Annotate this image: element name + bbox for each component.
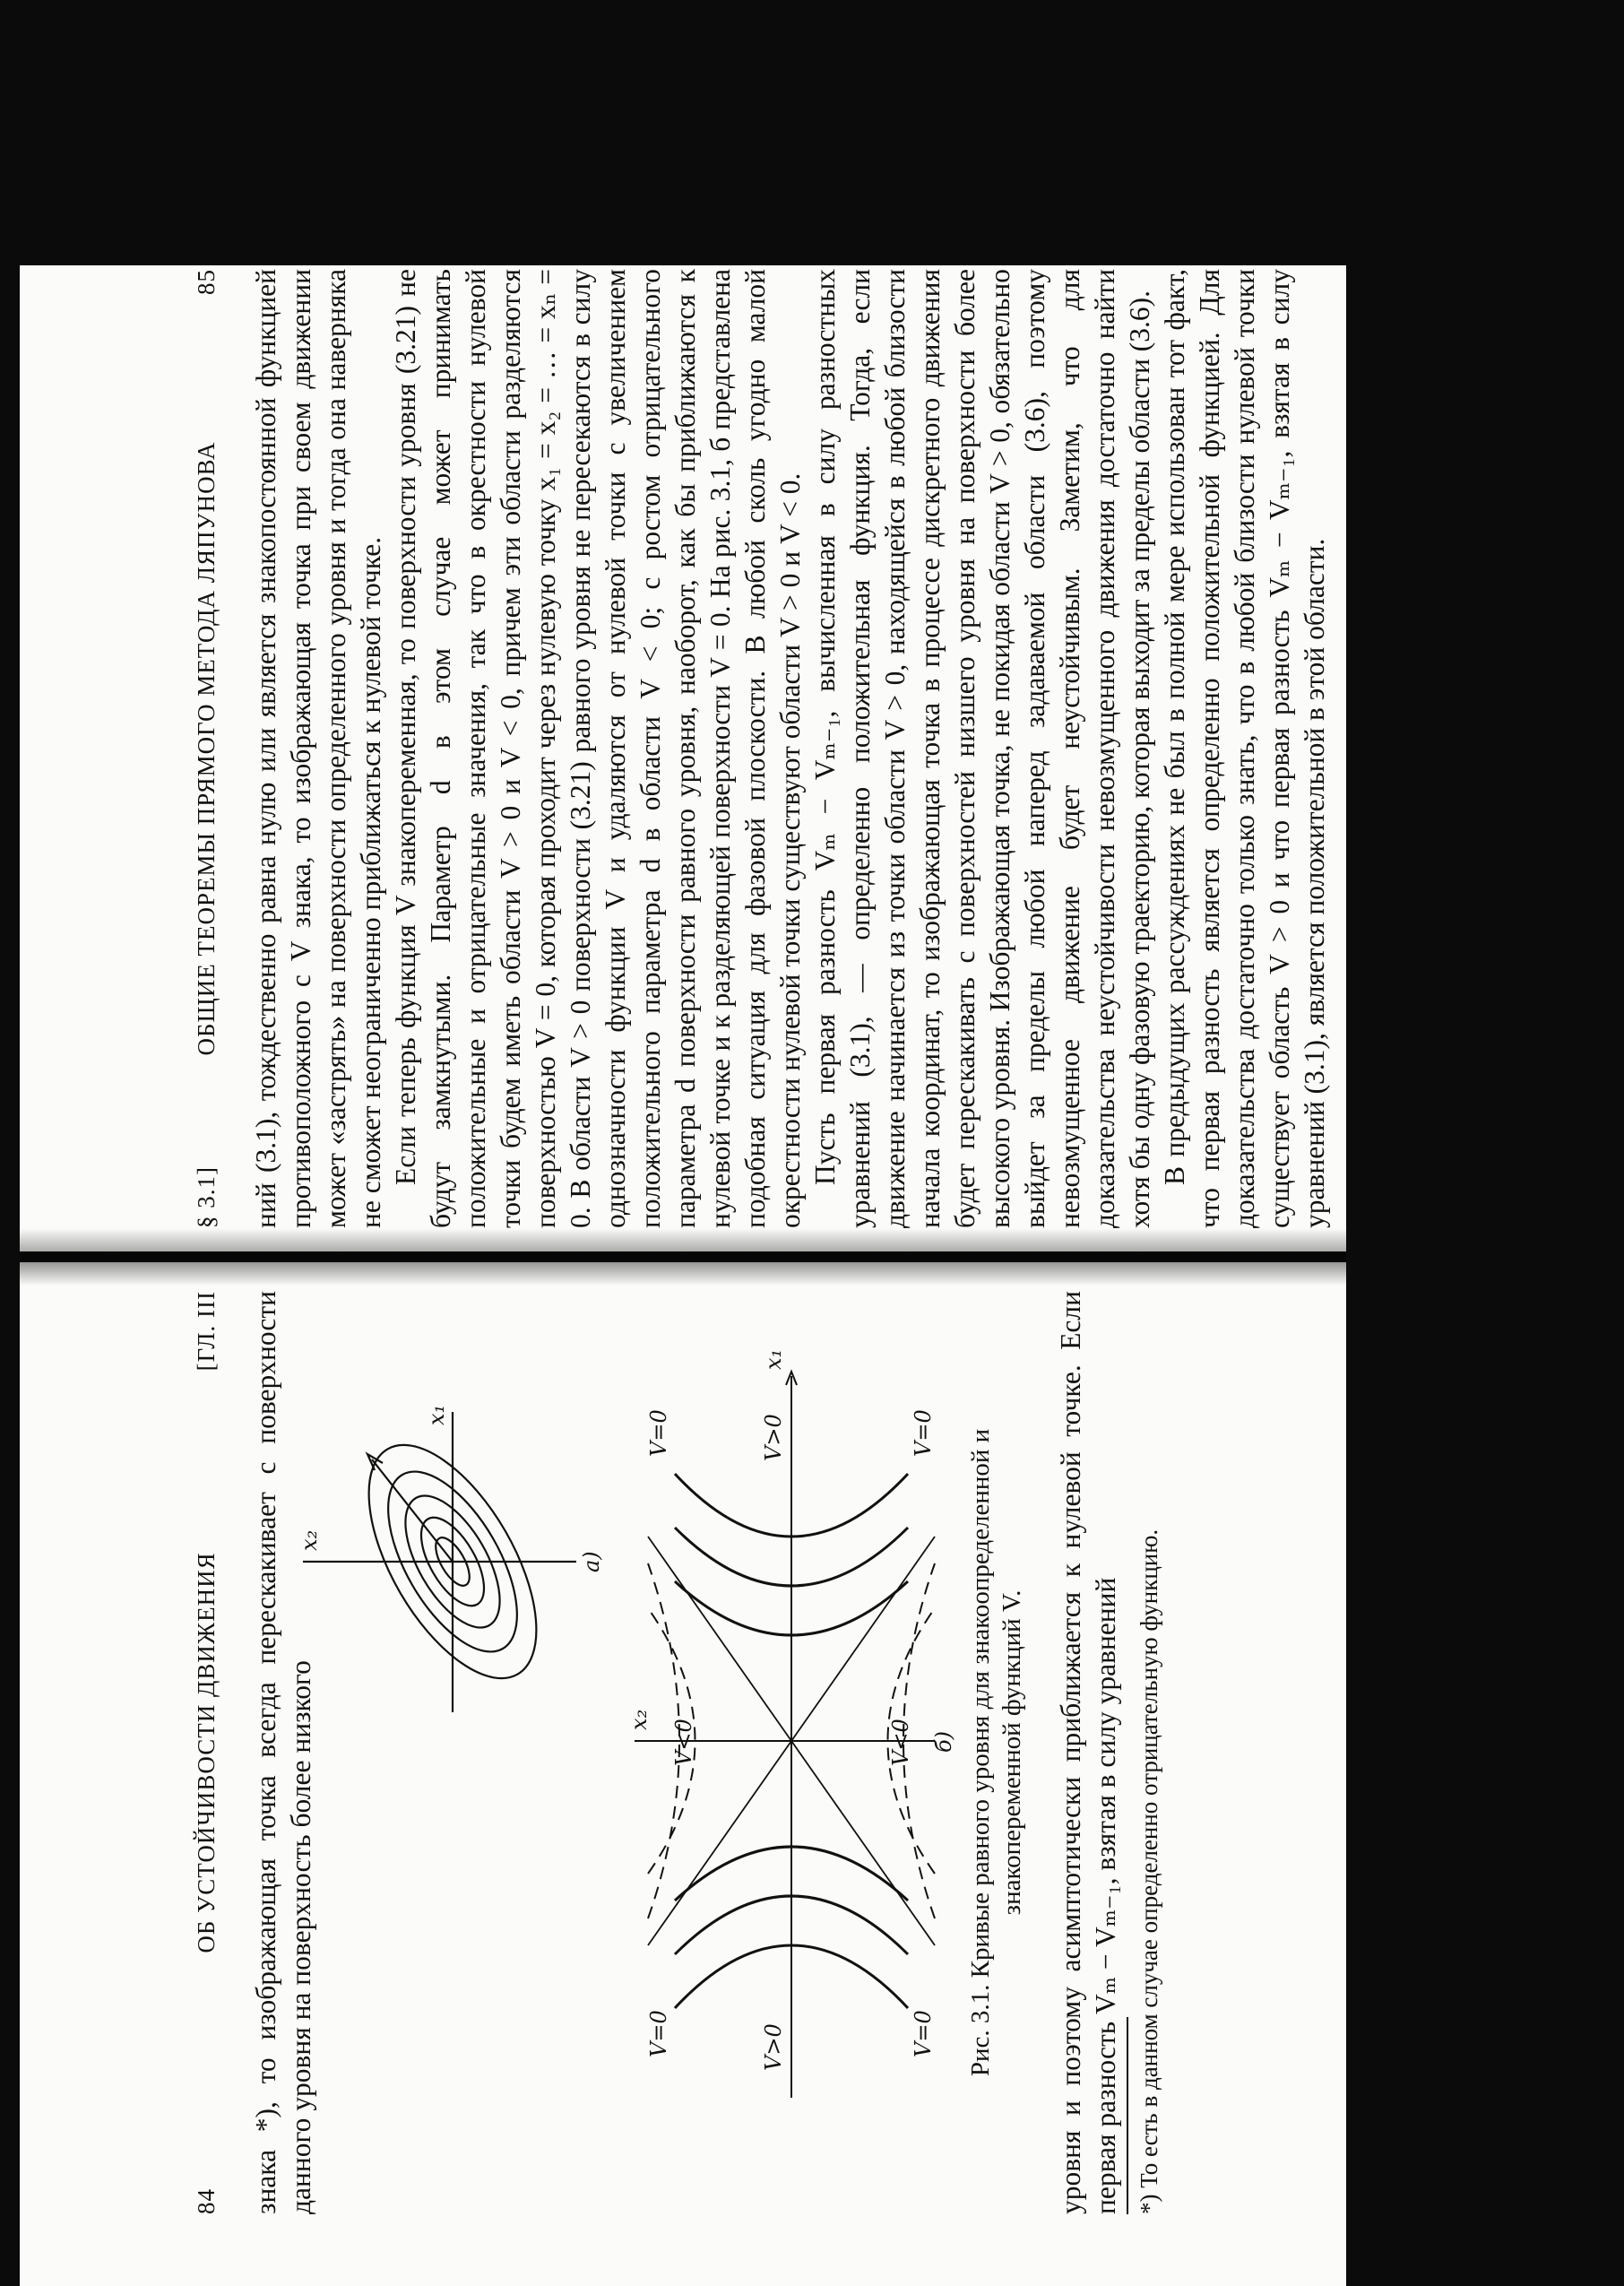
- region-label: V>0: [761, 2023, 786, 2071]
- x2-label: x₂: [297, 1529, 322, 1551]
- region-label: V<0: [888, 1719, 913, 1766]
- region-label: V=0: [646, 2010, 671, 2057]
- running-head: [193, 1291, 229, 2214]
- body-text: [248, 269, 1332, 1228]
- region-label: V=0: [911, 2010, 936, 2057]
- figure-caption: Рис. 3.1. Кривые равного уровня для знакоопределенной и знакопеременной функций V.: [966, 1428, 1026, 2077]
- region-label: V<0: [671, 1719, 696, 1766]
- paragraph: Если теперь функция V знакопеременная, то поверхности уровня (3.21) не будут замкнутыми. Параметр d в этом случае может принимать положительные и отрицательные значения, так что в окрестности нулевой точки будем иметь области V > 0 и V < 0, причем эти области разделяются поверхностью V = 0, которая проходит через нулевую точку x₁ = x₂ = … = xₙ = 0. В области V > 0 поверхности (3.21) равного уровня не пересекаются в силу однозначности функции V и удаляются от нулевой точки с увеличением положительного параметра d в области V < 0; с ростом отрицательного параметра d поверхности равного уровня, наоборот, как бы приближаются к нулевой точке и к разделяющей поверхности V = 0. На рис. 3.1, б представлена подобная ситуация для фазовой плоскости. В любой сколь угодно малой окрестности нулевой точки существуют области V > 0 и V < 0.: [390, 269, 806, 1228]
- running-head: [193, 269, 229, 1228]
- panel-a: [303, 1412, 576, 1712]
- x1-label: x₁: [424, 1404, 449, 1425]
- page-number: 84: [193, 2188, 220, 2214]
- chapter-ref: [ГЛ. III: [193, 1291, 220, 1372]
- region-label: V=0: [911, 1409, 936, 1457]
- book-spine-shadow: [20, 1228, 1346, 1286]
- page-number: 85: [193, 269, 220, 295]
- panel-b-label: б): [931, 1730, 956, 1753]
- paragraph: ний (3.1), тождественно равна нулю или является знакопостоянной функцией противоположного с V знака, то изображающая точка при своем движении может «застрять» на поверхности определенного уровня и тогда она наверняка не сможет неограниченно приближаться к нулевой точке.: [250, 269, 386, 1228]
- trajectory: [372, 1459, 453, 1562]
- running-title: ОБ УСТОЙЧИВОСТИ ДВИЖЕНИЯ: [193, 1552, 220, 1953]
- figure-svg: [289, 1291, 956, 2214]
- region-label: V=0: [646, 1409, 671, 1457]
- section-ref: § 3.1]: [193, 1166, 220, 1228]
- region-label: V>0: [761, 1414, 786, 1461]
- page-84: [193, 1291, 1394, 2214]
- page-85: [193, 269, 1376, 1228]
- footnote: *) То есть в данном случае определенно отрицательную функцию.: [1136, 1528, 1162, 2214]
- figure-3-1: [289, 1291, 956, 2214]
- x1-label: x₁: [761, 1348, 786, 1370]
- panel-a-label: а): [579, 1551, 604, 1572]
- paragraph: Пусть первая разность Vₘ − Vₘ₋₁, вычисленная в силу разностных уравнений (3.1), — определенно положительная функция. Тогда, если движение начинается из точки области V > 0, находящейся в любой близости начала координат, то изображающая точка в процессе дискретного движения будет перескакивать с поверхностей низшего уровня на поверхности более высокого уровня. Изображающая точка, не покидая области V > 0, обязательно выйдет за пределы любой наперед задаваемой области (3.6), поэтому невозмущенное движение будет неустойчивым. Заметим, что для доказательства неустойчивости невозмущенного движения достаточно найти хотя бы одну фазовую траекторию, которая выходит за пределы области (3.6).: [809, 269, 1155, 1228]
- running-title: ОБЩИЕ ТЕОРЕМЫ ПРЯМОГО МЕТОДА ЛЯПУНОВА: [193, 441, 220, 1056]
- paragraph: В предыдущих рассуждениях не был в полной мере использован тот факт, что первая разность является определенно положительной функцией. Для доказательства достаточно только знать, что в любой близости нулевой точки существует область V > 0 и что первая разность Vₘ − Vₘ₋₁, взятая в силу уравнений (3.1), является положительной в этой области.: [1159, 269, 1330, 1228]
- continued-text: уровня и поэтому асимптотически приближается к нулевой точке. Если первая разность Vₘ − Vₘ₋₁, взятая в силу уравнений: [1055, 1291, 1121, 2214]
- paragraph: знака *), то изображающая точка всегда перескакивает с поверхности данного уровня на поверхность более низкого: [250, 1291, 316, 2214]
- x2-label: x₂: [626, 1709, 652, 1730]
- footnote-rule: [1127, 2017, 1128, 2214]
